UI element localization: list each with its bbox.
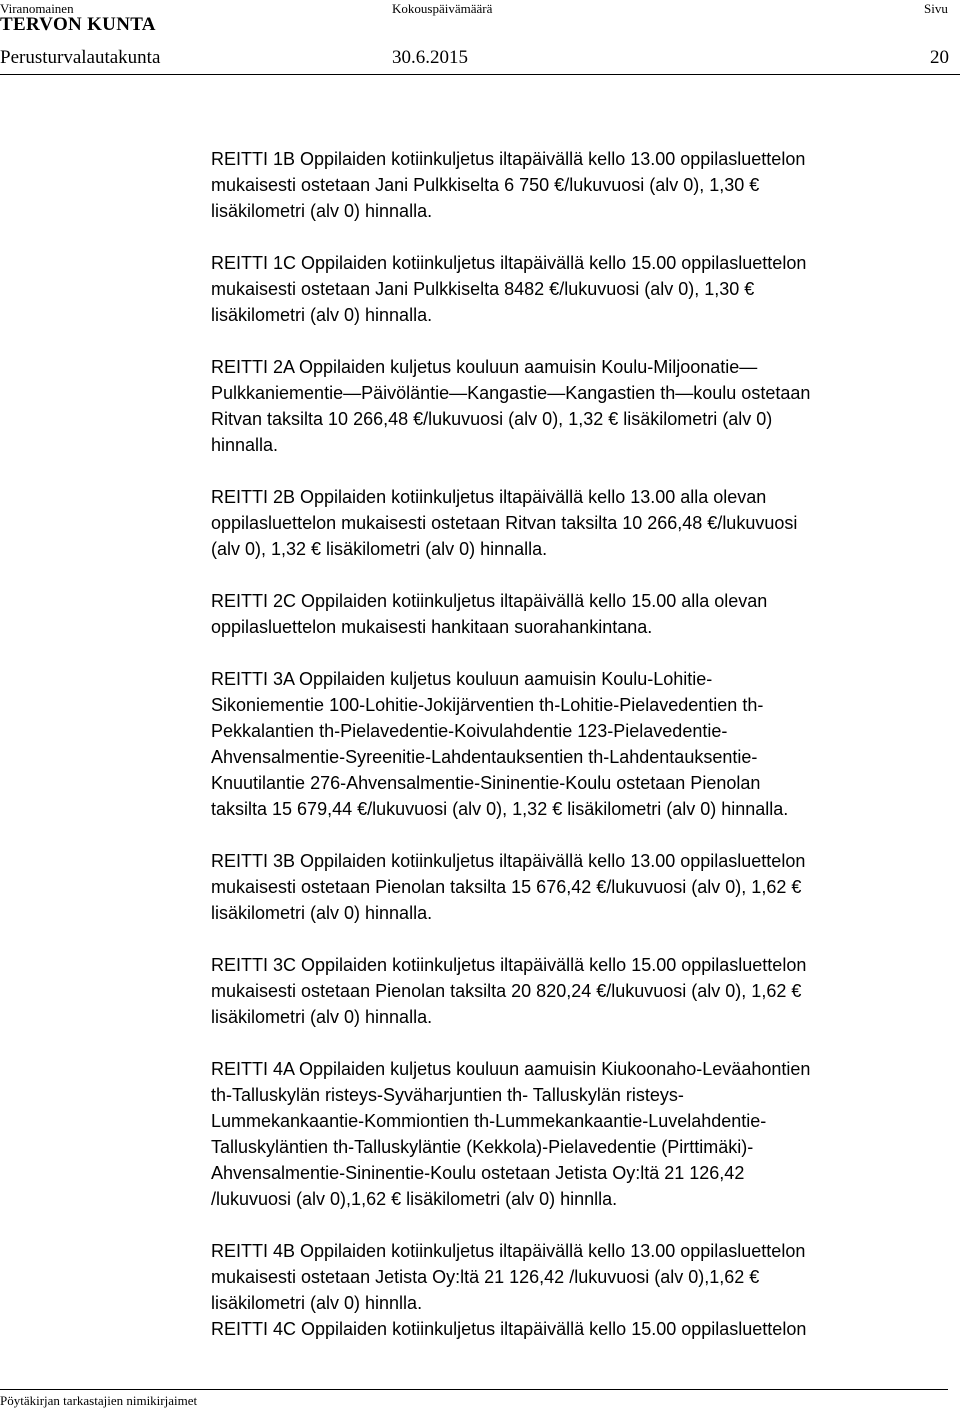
paragraph-line: taksilta 15 679,44 €/lukuvuosi (alv 0), 1,32 € lisäkilometri (alv 0) hinnalla. xyxy=(211,799,789,819)
paragraph-line: REITTI 3A Oppilaiden kuljetus kouluun aamuisin Koulu-Lohitie- xyxy=(211,669,713,689)
paragraph-line: Ritvan taksilta 10 266,48 €/lukuvuosi (alv 0), 1,32 € lisäkilometri (alv 0) xyxy=(211,409,773,429)
meeting-date: 30.6.2015 xyxy=(392,47,468,68)
paragraph-line: REITTI 2A Oppilaiden kuljetus kouluun aamuisin Koulu-Miljoonatie— xyxy=(211,357,758,377)
paragraph-line: mukaisesti ostetaan Jani Pulkkiselta 8482 €/lukuvuosi (alv 0), 1,30 € xyxy=(211,279,755,299)
route-paragraph xyxy=(211,952,960,1030)
route-paragraph xyxy=(211,354,960,458)
route-paragraph xyxy=(211,146,960,224)
paragraph-line: Pulkkaniementie—Päivöläntie—Kangastie—Kangastien th—koulu ostetaan xyxy=(211,383,811,403)
paragraph-line: lisäkilometri (alv 0) hinnalla. xyxy=(211,903,433,923)
paragraph-line: /lukuvuosi (alv 0),1,62 € lisäkilometri (alv 0) hinnlla. xyxy=(211,1189,618,1209)
route-paragraph xyxy=(211,1238,960,1316)
label-authority: Viranomainen xyxy=(0,1,74,16)
route-paragraph xyxy=(211,666,960,822)
paragraph-line: (alv 0), 1,32 € lisäkilometri (alv 0) hinnalla. xyxy=(211,539,548,559)
header-values xyxy=(0,44,960,72)
paragraph-line: REITTI 1B Oppilaiden kotiinkuljetus iltapäivällä kello 13.00 oppilasluettelon xyxy=(211,149,806,169)
paragraph-line: lisäkilometri (alv 0) hinnalla. xyxy=(211,305,433,325)
authority-name: Perusturvalautakunta xyxy=(0,47,161,68)
paragraph-line: mukaisesti ostetaan Jetista Oy:ltä 21 126,42 /lukuvuosi (alv 0),1,62 € xyxy=(211,1267,760,1287)
paragraph-line: mukaisesti ostetaan Jani Pulkkiselta 6 750 €/lukuvuosi (alv 0), 1,30 € xyxy=(211,175,760,195)
paragraph-line: REITTI 3B Oppilaiden kotiinkuljetus iltapäivällä kello 13.00 oppilasluettelon xyxy=(211,851,806,871)
paragraph-line: Sikoniementie 100-Lohitie-Jokijärventien th-Lohitie-Pielavedentien th- xyxy=(211,695,764,715)
paragraph-line: lisäkilometri (alv 0) hinnlla. xyxy=(211,1293,423,1313)
paragraph-line: Talluskyläntien th-Talluskyläntie (Kekkola)-Pielavedentie (Pirttimäki)- xyxy=(211,1137,754,1157)
paragraph-line: Ahvensalmentie-Sininentie-Koulu ostetaan Jetista Oy:ltä 21 126,42 xyxy=(211,1163,745,1183)
route-paragraph xyxy=(211,250,960,328)
header-divider xyxy=(0,74,960,75)
route-paragraph xyxy=(211,588,960,640)
paragraph-line: REITTI 1C Oppilaiden kotiinkuljetus iltapäivällä kello 15.00 oppilasluettelon xyxy=(211,253,807,273)
route-paragraph xyxy=(211,848,960,926)
paragraph-line: oppilasluettelon mukaisesti hankitaan suorahankintana. xyxy=(211,617,653,637)
label-meeting-date: Kokouspäivämäärä xyxy=(392,1,493,16)
paragraph-line: Ahvensalmentie-Syreenitie-Lahdentauksentien th-Lahdentauksentie- xyxy=(211,747,758,767)
paragraph-line: Knuutilantie 276-Ahvensalmentie-Sininentie-Koulu ostetaan Pienolan xyxy=(211,773,761,793)
route-paragraph xyxy=(211,484,960,562)
paragraph-line: REITTI 4B Oppilaiden kotiinkuljetus iltapäivällä kello 13.00 oppilasluettelon xyxy=(211,1241,806,1261)
paragraph-line: lisäkilometri (alv 0) hinnalla. xyxy=(211,201,433,221)
paragraph-line: th-Talluskylän risteys-Syväharjuntien th- Talluskylän risteys- xyxy=(211,1085,684,1105)
paragraph-line: REITTI 3C Oppilaiden kotiinkuljetus iltapäivällä kello 15.00 oppilasluettelon xyxy=(211,955,807,975)
paragraph-line: REITTI 4A Oppilaiden kuljetus kouluun aamuisin Kiukoonaho-Leväahontien xyxy=(211,1059,811,1079)
route-paragraph xyxy=(211,1056,960,1212)
paragraph-line: mukaisesti ostetaan Pienolan taksilta 15 676,42 €/lukuvuosi (alv 0), 1,62 € xyxy=(211,877,802,897)
route-paragraph xyxy=(211,1316,960,1342)
footer-divider xyxy=(0,1389,948,1390)
page-number: 20 xyxy=(930,47,949,68)
footer-signatures-label: Pöytäkirjan tarkastajien nimikirjaimet xyxy=(0,1393,198,1408)
organization-name: TERVON KUNTA xyxy=(0,14,156,35)
paragraph-line: mukaisesti ostetaan Pienolan taksilta 20 820,24 €/lukuvuosi (alv 0), 1,62 € xyxy=(211,981,802,1001)
document-body xyxy=(211,146,960,1368)
paragraph-line: hinnalla. xyxy=(211,435,279,455)
paragraph-line: REITTI 2B Oppilaiden kotiinkuljetus iltapäivällä kello 13.00 alla olevan xyxy=(211,487,767,507)
paragraph-line: REITTI 4C Oppilaiden kotiinkuljetus iltapäivällä kello 15.00 oppilasluettelon xyxy=(211,1319,807,1339)
label-page: Sivu xyxy=(924,1,948,16)
paragraph-line: Lummekankaantie-Kommiontien th-Lummekankaantie-Luvelahdentie- xyxy=(211,1111,767,1131)
paragraph-line: oppilasluettelon mukaisesti ostetaan Ritvan taksilta 10 266,48 €/lukuvuosi xyxy=(211,513,798,533)
paragraph-line: lisäkilometri (alv 0) hinnalla. xyxy=(211,1007,433,1027)
paragraph-line: Pekkalantien th-Pielavedentie-Koivulahdentie 123-Pielavedentie- xyxy=(211,721,728,741)
paragraph-line: REITTI 2C Oppilaiden kotiinkuljetus iltapäivällä kello 15.00 alla olevan xyxy=(211,591,768,611)
